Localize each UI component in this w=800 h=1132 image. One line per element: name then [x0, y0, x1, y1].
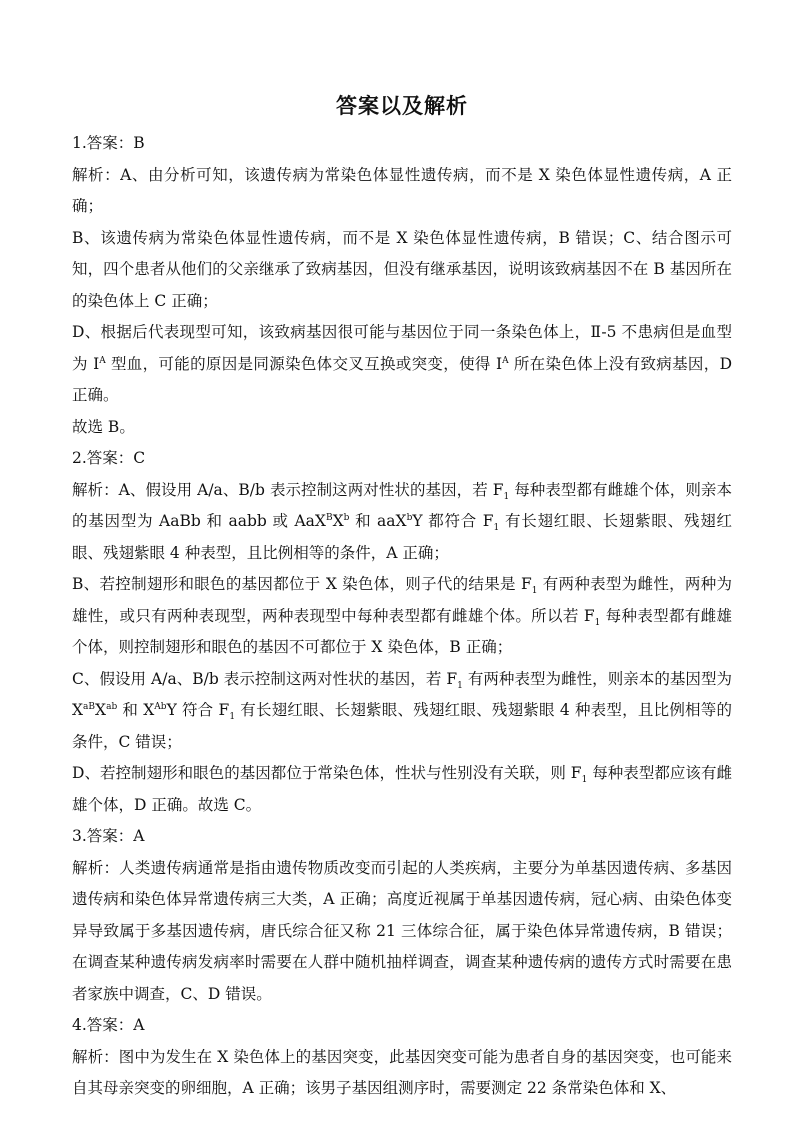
superscript: A	[502, 355, 509, 366]
explanation-paragraph: 解析：图中为发生在 X 染色体上的基因突变，此基因突变可能为患者自身的基因突变，也可能来自其母亲突变的卵细胞，A 正确；该男子基因组测序时，需要测定 22 条常染色体和 X、	[72, 1047, 732, 1097]
subscript: 1	[531, 586, 538, 597]
explanation-paragraph: B、该遗传病为常染色体显性遗传病，而不是 X 染色体显性遗传病，B 错误；C、结合图示可知，四个患者从他们的父亲继承了致病基因，但没有继承基因，说明该致病基因不在 B 基因所在的染色体上 C 正确；	[72, 228, 732, 310]
superscript: B	[325, 512, 333, 523]
subscript: 1	[594, 617, 601, 628]
subscript: 1	[493, 523, 500, 534]
subscript: 1	[457, 680, 463, 691]
answer-line: 2.答案：C	[72, 449, 146, 467]
superscript: A	[99, 355, 106, 366]
question-4	[72, 1010, 732, 1105]
superscript: ab	[106, 701, 118, 712]
superscript: b	[343, 512, 350, 523]
text-span: 解析：A、假设用 A/a、B/b 表示控制这两对性状的基因，若 F	[72, 480, 504, 499]
text-span: X	[95, 701, 107, 719]
answer-line: 4.答案：A	[72, 1016, 145, 1034]
text-span: 有长翅红眼、长翅紫眼、残翅红眼、残翅紫眼 4 种表型，且比例相等的条件，A 正确；	[72, 512, 732, 562]
explanation-paragraph	[72, 758, 732, 821]
text-span: 和 X	[117, 701, 155, 719]
explanation-paragraph	[72, 664, 732, 759]
explanation-paragraph: 解析：A、由分析可知，该遗传病为常染色体显性遗传病，而不是 X 染色体显性遗传病，A 正确；	[72, 165, 732, 215]
subscript: 1	[229, 712, 236, 723]
explanation-paragraph	[72, 317, 732, 412]
text-span: 有两种表型为雌性，两种为雄性，或只有两种表现型，两种表现型中每种表型都有雌雄个体。所以若 F	[72, 575, 732, 625]
text-span: 有长翅红眼、长翅紫眼、残翅红眼、残翅紫眼 4 种表型，且比例相等的条件，C 错误；	[72, 701, 733, 751]
explanation-paragraph	[72, 569, 732, 664]
explanation-paragraph: 故选 B。	[72, 417, 135, 436]
text-span: 每种表型都有雌雄个体，则亲本的基因型为 AaBb 和 aabb 或 AaX	[72, 480, 732, 530]
question-2	[72, 443, 732, 821]
superscript: Ab	[154, 701, 167, 712]
text-span: C、假设用 A/a、B/b 表示控制这两对性状的基因，若 F	[72, 669, 458, 688]
text-span: 所在染色体上没有致病基因，D 正确。	[72, 354, 732, 404]
text-span: 每种表型都有雌雄个体，则控制翅形和眼色的基因不可都位于 X 染色体，B 正确；	[72, 606, 732, 656]
text-span: 型血，可能的原因是同源染色体交叉互换或突变，使得 I	[105, 354, 503, 373]
question-1	[72, 128, 732, 443]
text-span: D、若控制翅形和眼色的基因都位于常染色体，性状与性别没有关联，则 F	[72, 764, 582, 782]
answer-line: 3.答案：A	[72, 827, 145, 845]
subscript: 1	[503, 491, 510, 502]
text-span: D、根据后代表现型可知，该致病基因很可能与基因位于同一条染色体上，Ⅱ-5 不患病但是血型为 I	[72, 323, 732, 373]
document-page	[72, 92, 732, 1105]
superscript: aB	[83, 701, 96, 712]
explanation-paragraph: 解析：人类遗传病通常是指由遗传物质改变而引起的人类疾病，主要分为单基因遗传病、多基因遗传病和染色体异常遗传病三大类，A 正确；高度近视属于单基因遗传病，冠心病、由染色体变异导致属于多基因遗传病，唐氏综合征又称 21 三体综合征，属于染色体异常遗传病，B 错误；在调查某种遗传病发病率时需要在人群中随机抽样调查，调查某种遗传病的遗传方式时需要在患者家族中调查，C、D 错误。	[72, 858, 732, 1003]
text-span: 每种表型都应该有雌雄个体，D 正确。故选 C。	[72, 764, 732, 814]
text-span: B、若控制翅形和眼色的基因都位于 X 染色体，则子代的结果是 F	[72, 575, 532, 593]
superscript: b	[406, 512, 413, 523]
text-span: 有两种表型为雌性，则亲本的基因型为 X	[72, 669, 732, 719]
explanation-paragraph	[72, 475, 732, 570]
answer-line: 1.答案：B	[72, 134, 145, 152]
text-span: 和 aaX	[349, 512, 407, 530]
text-span: Y 符合 F	[166, 701, 230, 719]
text-span: Y 都符合 F	[412, 512, 494, 530]
subscript: 1	[581, 775, 588, 786]
question-3	[72, 821, 732, 1010]
text-span: X	[332, 512, 344, 530]
page-title: 答案以及解析	[336, 94, 468, 118]
